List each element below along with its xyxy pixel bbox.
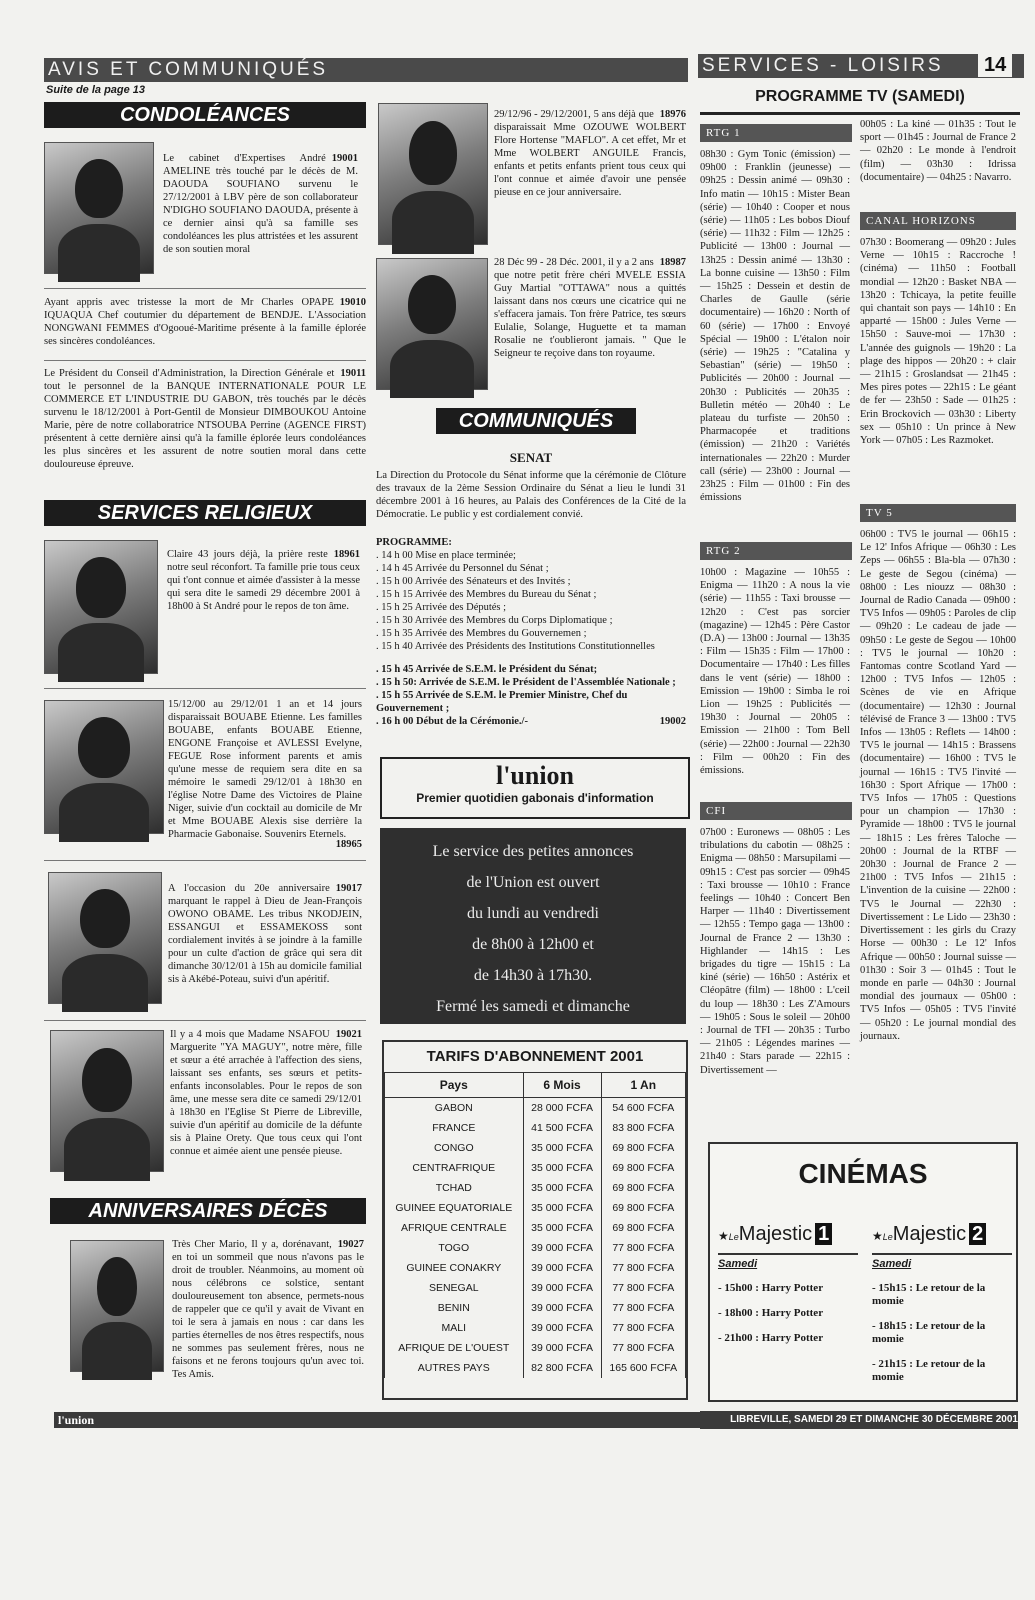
table-cell: TOGO [385, 1238, 524, 1258]
channel-schedule-rtg1: 08h30 : Gym Tonic (émission) — 09h00 : Franklin (jeunesse) — 09h25 : Dessin animé — 09h30 : Info matin — 10h15 : Mister Bean (série) — 10h40 : Cooper et nous (série) — 11h05 : Les bobos Diouf (série) — 11h32 : Film — 12h25 : Publicité — 13h00 : Journal — 13h25 : Dessin animé — 13h30 : La bonne cuisine — 13h50 : Film — 15h25 : Dessein et destin de Charles de Gaulle (série documentaire) — 16h20 : North of 60 (série) — 17h00 : Envoyé Spécial — 19h00 : L'étalon noir (série) — 19h25 : "Catalina y Sebastian" (série) — 19h50 : Publicités — 20h00 : Journal — 20h30 : Publicités — 20h35 : Bulletin météo — 20h40 : Le plateau du turfiste — 20h50 : Pharmacopée et traditions (émission) — 21h20 : Variétés internationales — 22h20 : Murder call (série) — 23h00 : Journal — 23h25 : Film — 01h00 : Fin des émissions [700, 149, 850, 504]
programme-item: . 16 h 00 Début de la Cérémonie./- [376, 716, 528, 727]
anniversary-notice: 19027 Très Cher Mario, Il y a, dorénavant, en toi un sommeil que nous n'avons pas le droit de troubler. Néanmoins, au moment où nous célébrons ce solstice, sentant douloureusement ton absence, permets-nous de rappeler que ce qu'il y avait de Vivant en toi le sera à jamais en nous : car dans les parties éternelles de nos êtres respectifs, nous ne sommes pas seulement frères, nous ne faisons et ne ferons toujours qu'un avec toi. Tes Amis. [172, 1239, 364, 1380]
programme-item: . 15 h 55 Arrivée de S.E.M. le Premier Ministre, Chef du Gouvernement ; [376, 690, 628, 714]
table-cell: 69 800 FCFA [601, 1218, 685, 1238]
mass-notice-ref: 18965 [335, 839, 362, 850]
condolence-item: 19001 Le cabinet d'Expertises André AMELINE très touché par le décès de M. DAOUDA SOUFIANO survenu le 27/12/2001 à LBV père de son collaborateur N'DIGHO SOUFIANO DAOUDA, présente à ce dernier ainsi qu'à sa famille ses condoléances les plus attristées et les assurent de son soutien moral [163, 153, 358, 255]
table-cell: 69 800 FCFA [601, 1138, 685, 1158]
anniversaires-header: ANNIVERSAIRES DÉCÈS [50, 1198, 366, 1224]
table-cell: 39 000 FCFA [523, 1278, 601, 1298]
classifieds-line: du lundi au vendredi [467, 905, 599, 922]
subscription-rates [382, 1040, 688, 1400]
table-cell: 39 000 FCFA [523, 1258, 601, 1278]
anniversary-notice: 18987 28 Déc 99 - 28 Déc. 2001, il y a 2 ans que notre petit frère chéri MVELE ESSIA Guy Martial "OTTAWA" nous a quittés laissant dans nos cœurs une cicatrice qui ne s'effacera jamais. Ton frère Patrice, tes sœurs Eulalie, Solange, Huguette et ta maman Rosalie ne t'oublieront jamais. " Que le Seigneur te reçoive dans ton royaume. [494, 257, 686, 359]
condolence-item: 19010 Ayant appris avec tristesse la mort de Mr Charles OPAPE IQUAQUA Chef coutumier du département de BENDJE. L'Association NONGWANI FEMMES d'Ogooué-Maritime présente à la famille éplorée ses sincères condoléances. [44, 297, 366, 347]
union-tagline: Premier quotidien gabonais d'information [416, 791, 654, 805]
table-cell: 41 500 FCFA [523, 1118, 601, 1138]
classifieds-hours-box [380, 828, 686, 1024]
showings-list [872, 1282, 1012, 1384]
cinemas-title: CINÉMAS [798, 1158, 928, 1189]
table-cell: 39 000 FCFA [523, 1318, 601, 1338]
divider [44, 288, 366, 289]
table-row [385, 1358, 686, 1378]
table-row [385, 1278, 686, 1298]
table-cell: CONGO [385, 1138, 524, 1158]
cinemas-box [708, 1142, 1018, 1402]
programme-item: . 15 h 30 Arrivée des Membres du Corps Diplomatique ; [376, 615, 613, 626]
table-row [385, 1158, 686, 1178]
table-row [385, 1318, 686, 1338]
channel-header-cfi: CFI [700, 802, 852, 820]
cinema-logo: ★LeMajestic 2 [872, 1222, 1012, 1249]
footer-logo: l'union [58, 1413, 95, 1427]
channel-schedule-canal-horizons: 07h30 : Boomerang — 09h20 : Jules Verne — 10h15 : Raccroche ! (cinéma) — 11h50 : Football mondial — 12h20 : Basket NBA — 13h20 : Tchicaya, la petite feuille qui chantait son pays — 14h10 : En apparté — 15h00 : Jules Verne — 15h50 : Sauve-moi — 17h30 : L'année des guignols — 19h20 : La plage des hippos — 20h20 : + clair — 21h15 : Groslandsat — 21h45 : Mes pires potes — 22h15 : Le géant de fer — 23h50 : Sade — 01h25 : Erin Brockovich — 03h30 : Liberty sex — 05h10 : Un prince à New York — 07h05 : Les Razmoket. [860, 237, 1016, 447]
classifieds-line: Le service des petites annonces [432, 843, 634, 860]
table-row [385, 1238, 686, 1258]
reference-number: 19002 [659, 716, 686, 727]
footer-dateline: LIBREVILLE, SAMEDI 29 ET DIMANCHE 30 DÉCEMBRE 2001 [700, 1411, 1018, 1429]
column-header: Pays [385, 1073, 524, 1098]
channel-header-rtg2: RTG 2 [700, 542, 852, 560]
portrait-photo [44, 142, 154, 274]
table-cell: 82 800 FCFA [523, 1358, 601, 1378]
star-icon: ★ [718, 1229, 729, 1243]
table-row [385, 1338, 686, 1358]
table-cell: 35 000 FCFA [523, 1158, 601, 1178]
table-cell: 77 800 FCFA [601, 1278, 685, 1298]
anniversary-notice: 18976 29/12/96 - 29/12/2001, 5 ans déjà que disparaissait Mme OZOUWE WOLBERT Flore Hortense "MAFLO". A cet effet, Mr et Mme WOLBERT ANGUILE Francis, enfants et petits enfants prient tous ceux qui l'ont connue et aimée d'avoir une pensée pieuse en ce jour anniversaire. [494, 109, 686, 198]
programme-item: . 14 h 00 Mise en place terminée; [376, 550, 516, 561]
table-cell: GUINEE EQUATORIALE [385, 1198, 524, 1218]
banner-title: AVIS ET COMMUNIQUÉS [48, 59, 329, 80]
programme-item: . 15 h 00 Arrivée des Sénateurs et des Invités ; [376, 576, 571, 587]
column-header: 1 An [601, 1073, 685, 1098]
channel-schedule-cfi: 07h00 : Euronews — 08h05 : Les tribulations du cabotin — 08h25 : Enigma — 08h50 : Marsupilami — 09h15 : C'est pas sorcier — 09h45 : Taxi brousse — 10h10 : France feelings — 10h40 : Concert Ben Harper — 11h40 : Divertissement — 12h55 : Tempo gaga — 13h00 : Journal de France 2 — 13h30 : Highlander — 14h15 : Les brigades du tigre — 15h15 : La kiné (série) — 16h50 : Astérix et Cléopâtre (film) — 18h00 : L'ceil du loup — 18h30 : Les Z'Amours — 19h05 : Sous le soleil — 20h00 : Journal de TFI — 20h35 : Turbo — 21h05 : Légendes marines — 21h40 : Stars parade — 22h15 : Divertissement — [700, 827, 850, 1076]
table-cell: 77 800 FCFA [601, 1258, 685, 1278]
table-cell: 28 000 FCFA [523, 1098, 601, 1119]
table-cell: GUINEE CONAKRY [385, 1258, 524, 1278]
table-cell: FRANCE [385, 1118, 524, 1138]
divider [44, 1020, 366, 1021]
tv-programme-title: PROGRAMME TV (SAMEDI) [755, 88, 965, 105]
channel-header-tv5: TV 5 [860, 504, 1016, 522]
table-cell: CENTRAFRIQUE [385, 1158, 524, 1178]
table-cell: AUTRES PAYS [385, 1358, 524, 1378]
mass-notice: 15/12/00 au 29/12/01 1 an et 14 jours disparaissait BOUABE Etienne. Les familles BOUABE, enfants BOUABE Etienne, ENGONE Françoise et AVLESSI Evelyne, FEGUE Rose informent parents et amis qu'une messe de requiem sera dite en sa mémoire le samedi 29/12/01 à 18h30 en l'église Notre Dame des Victoires de Plaine Niger, suivie d'un cocktail au domicile de Mr et Mme BOUABE Alexis sise derrière la Pharmacie Gabonaise. Souvenirs Eternels. [168, 699, 362, 840]
table-cell: 35 000 FCFA [523, 1218, 601, 1238]
table-cell: MALI [385, 1318, 524, 1338]
classifieds-line: de l'Union est ouvert [466, 874, 600, 891]
table-cell: TCHAD [385, 1178, 524, 1198]
classifieds-line: de 8h00 à 12h00 et [472, 936, 594, 953]
table-row [385, 1198, 686, 1218]
table-row [385, 1218, 686, 1238]
cinema-day: Samedi [872, 1253, 1012, 1270]
table-row [385, 1098, 686, 1119]
banner-title: SERVICES - LOISIRS [702, 55, 944, 76]
programme-item: . 15 h 45 Arrivée de S.E.M. le Président du Sénat; [376, 664, 598, 675]
table-cell: 69 800 FCFA [601, 1178, 685, 1198]
portrait-photo [70, 1240, 164, 1372]
star-icon: ★ [872, 1229, 883, 1243]
programme-item: . 15 h 40 Arrivée des Présidents des Institutions Constitutionnelles [376, 641, 655, 652]
condolence-item: 19011 Le Président du Conseil d'Administration, la Direction Générale et tout le personnel de la BANQUE INTERNATIONALE POUR LE COMMERCE ET L'INDUSTRIE DU GABON, très touchés par le décès survenu le 18/12/2001 à Port-Gentil de Monsieur DIMBOUKOU Antoine Marie, père de notre collaboratrice NTSOUBA Perrine (AGENCE FIRST) présentent à cette dernière ainsi qu'à la famille éplorée leurs condoléances les plus sincères et les assurent de notre soutien moral dans cette douloureuse épreuve. [44, 368, 366, 470]
table-cell: GABON [385, 1098, 524, 1119]
programme-item: . 15 h 35 Arrivée des Membres du Gouvernemen ; [376, 628, 587, 639]
programme-list [376, 549, 686, 741]
programme-item: . 14 h 45 Arrivée du Personnel du Sénat ; [376, 563, 549, 574]
classifieds-line: de 14h30 à 17h30. [473, 967, 593, 984]
table-cell: 54 600 FCFA [601, 1098, 685, 1119]
table-cell: 39 000 FCFA [523, 1338, 601, 1358]
table-cell: 77 800 FCFA [601, 1238, 685, 1258]
channel-schedule-continued: 00h05 : La kiné — 01h35 : Tout le sport — 01h45 : Journal de France 2 — 02h20 : Le monde à l'endroit (film) — 03h30 : Idrissa (documentaire) — 04h25 : Navarro. [860, 119, 1016, 183]
continued-from: Suite de la page 13 [46, 84, 146, 96]
table-cell: 39 000 FCFA [523, 1238, 601, 1258]
programme-item: . 15 h 50: Arrivée de S.E.M. le Président de l'Assemblée Nationale ; [376, 677, 676, 688]
table-cell: AFRIQUE CENTRALE [385, 1218, 524, 1238]
portrait-photo [378, 103, 488, 245]
table-cell: 69 800 FCFA [601, 1158, 685, 1178]
cinema-day: Samedi [718, 1253, 858, 1270]
programme-item: . 15 h 25 Arrivée des Députés ; [376, 602, 507, 613]
table-cell: 69 800 FCFA [601, 1198, 685, 1218]
portrait-photo [376, 258, 488, 390]
showing-item: - 18h15 : Le retour de la momie [872, 1320, 986, 1345]
mass-notice: 18961 Claire 43 jours déjà, la prière reste notre seul réconfort. Ta famille prie tous ceux qui t'ont connue et aimée d'assister à la messe qui sera dite le samedi 29 décembre 2001 à 18h00 à St André pour le repos de ton âme. [167, 549, 360, 612]
communique-subtitle: SENAT [509, 450, 553, 465]
showing-item: - 21h00 : Harry Potter [718, 1332, 824, 1344]
channel-schedule-rtg2: 10h00 : Magazine — 10h55 : Enigma — 11h20 : A nous la vie (série) — 11h55 : Taxi brousse — 12h20 : C'est pas sorcier (magazine) — 12h45 : Père Castor (D.A) — 13h00 : Journal — 13h35 : Film — 15h35 : Film — 17h00 : Documentaire — 17h40 : Les filles dans le vent (série) — 18h00 : Emission — 19h00 : Simba le roi Lion — 19h25 : Publicités — 19h30 : Journal — 20h05 : Emission — 21h00 : Tom Bell (série) — 22h00 : Journal — 22h30 : Film — 00h20 : Fin des émissions. [700, 567, 850, 777]
divider [44, 360, 366, 361]
tv-programme-title-box [700, 82, 1020, 115]
table-row [385, 1258, 686, 1278]
showing-item: - 21h15 : Le retour de la momie [872, 1358, 986, 1383]
senate-notice: La Direction du Protocole du Sénat informe que la cérémonie de Clôture des travaux de la 2ème Session Ordinaire du Sénat a lieu le lundi 31 décembre 2001 à 16 heures, au Palais des Conférences de la Cité de la Démocratie. Le public y est cordialement convié. [376, 470, 686, 520]
table-cell: 77 800 FCFA [601, 1298, 685, 1318]
table-cell: 77 800 FCFA [601, 1338, 685, 1358]
programme-label: PROGRAMME: [376, 537, 452, 548]
subscription-title: TARIFS D'ABONNEMENT 2001 [384, 1042, 686, 1073]
section-banner-avis [44, 58, 688, 82]
table-cell: 77 800 FCFA [601, 1318, 685, 1338]
section-banner-services [698, 54, 1024, 78]
showing-item: - 15h15 : Le retour de la momie [872, 1282, 986, 1307]
channel-header-canal-horizons: CANAL HORIZONS [860, 212, 1016, 230]
portrait-photo [50, 1030, 164, 1172]
condoleances-header: CONDOLÉANCES [44, 102, 366, 128]
table-cell: 39 000 FCFA [523, 1298, 601, 1318]
showings-list [718, 1282, 858, 1345]
table-cell: 35 000 FCFA [523, 1138, 601, 1158]
channel-schedule-tv5: 06h00 : TV5 le journal — 06h15 : Le 12' Infos Afrique — 06h30 : Les Zeps — 06h55 : Bla-bla — 07h30 : Le geste de Segou (cinéma) — 08h00 : Les niouzz — 08h30 : Journal de Radio Canada — 09h00 : TV5 Infos — 09h05 : Paroles de clip — 09h20 : Le cadeau de jade — 09h50 : Le geste de Segou — 10h00 : TV5 le journal — 10h20 : Fantomas contre Scotland Yard — 12h00 : TV5 Infos — 12h05 : Scènes de vie en Afrique (documentaire) — 12h30 : Journal télévisé de France 3 — 13h00 : TV5 Infos — 13h05 : Reflets — 14h00 : TV5 le journal — 14h15 : Brassens (documentaire) — 16h00 : TV5 le journal — 16h15 : TV5 l'invité — 16h30 : Sport Afrique — 17h00 : TV5 Infos — 17h05 : Questions pour un champion — 17h30 : Pyramide — 18h00 : TV5 le journal — 18h15 : Les frères Taloche — 20h00 : Journal de la RTBF — 20h30 : Journal de France 2 — 21h00 : TV5 Infos — 21h15 : L'invention de la cuisine — 22h00 : TV5 le Journal — 22h30 : Divertissement : Le Lido — 23h30 : Divertissement : les girls du Crazy Horse — 00h30 : Le 12' Infos Afrique — 00h50 : Journal suisse — 01h30 : Soir 3 — 01h45 : Tout le monde en parle — 04h30 : Journal mondial des journaux — 05h00 : TV5 Infos — 05h05 : TV5 l'invité — 05h20 : Le journal mondial des journaux. [860, 529, 1016, 1042]
table-cell: SENEGAL [385, 1278, 524, 1298]
portrait-photo [48, 872, 162, 1004]
table-cell: 83 800 FCFA [601, 1118, 685, 1138]
column-header: 6 Mois [523, 1073, 601, 1098]
programme-item: . 15 h 15 Arrivée des Membres du Bureau du Sénat ; [376, 589, 597, 600]
rates-table [384, 1073, 686, 1378]
union-box [380, 757, 690, 819]
portrait-photo [44, 700, 164, 834]
table-cell: AFRIQUE DE L'OUEST [385, 1338, 524, 1358]
communiques-header: COMMUNIQUÉS [436, 408, 636, 434]
table-cell: BENIN [385, 1298, 524, 1318]
table-row [385, 1118, 686, 1138]
showing-item: - 15h00 : Harry Potter [718, 1282, 824, 1294]
showing-item: - 18h00 : Harry Potter [718, 1307, 824, 1319]
channel-header-rtg1: RTG 1 [700, 124, 852, 142]
union-logo: l'union [495, 761, 575, 790]
table-row [385, 1178, 686, 1198]
table-cell: 165 600 FCFA [601, 1358, 685, 1378]
table-cell: 35 000 FCFA [523, 1178, 601, 1198]
table-header-row [385, 1073, 686, 1098]
cinema-majestic-1 [718, 1222, 858, 1357]
table-cell: 35 000 FCFA [523, 1198, 601, 1218]
table-row [385, 1298, 686, 1318]
mass-notice: 19017 A l'occasion du 20e anniversaire marquant le rappel à Dieu de Jean-François OWONO OBAME. Les tribus NKODJEIN, ESSANGUI et ESSAMEKOSS sont cordialement invités à se joindre à la famille pour un culte d'action de grâce qui sera dit dimanche 30/12/01 à 15h au domicile familial sis à Akébé-Poteau, suivi d'un apéritif. [168, 883, 362, 985]
page-number: 14 [978, 54, 1012, 77]
cinema-logo: ★LeMajestic 1 [718, 1222, 858, 1249]
divider [44, 860, 366, 861]
table-row [385, 1138, 686, 1158]
cinema-majestic-2 [872, 1222, 1012, 1396]
mass-notice: 19021 Il y a 4 mois que Madame NSAFOU Marguerite "YA MAGUY", notre mère, fille et sœur a été arrachée à l'affection des siens, laissant ses enfants, ses sœurs et petits-enfants inconsolables. Pour le repos de son âme, une messe sera dite ce samedi 29/12/01 à 18h30 en l'Eglise St Pierre de Libreville, suivie d'un apéritif au domicile de la défunte sis à Plaine Orety. Que tous ceux qui l'ont connue et aimée aient une pensée pieuse. [170, 1029, 362, 1157]
services-religieux-header: SERVICES RELIGIEUX [44, 500, 366, 526]
classifieds-line: Fermé les samedi et dimanche [436, 998, 630, 1015]
portrait-photo [44, 540, 158, 674]
divider [44, 688, 366, 689]
